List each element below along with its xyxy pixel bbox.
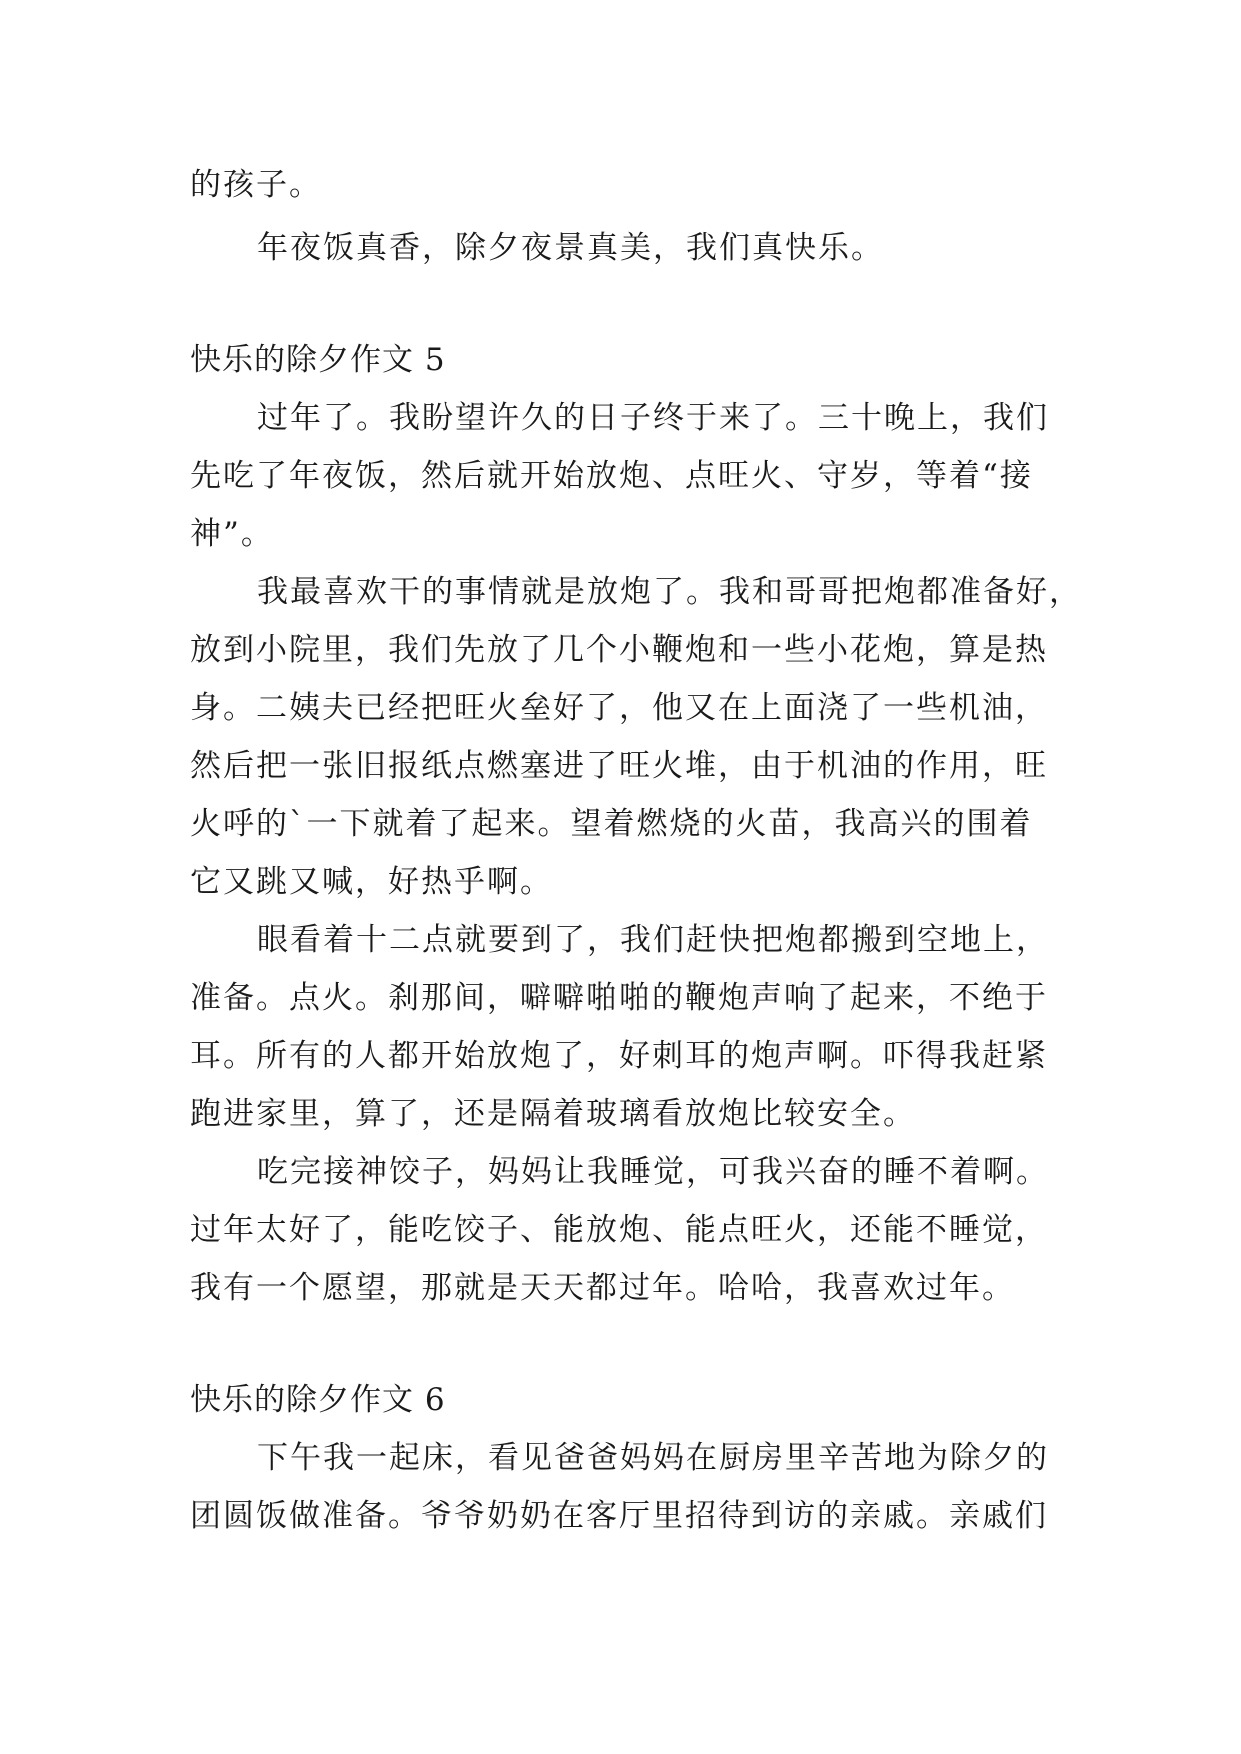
paragraph-line: 过年了。我盼望许久的日子终于来了。三十晚上，我们 — [257, 400, 1049, 436]
paragraph-line: 吃完接神饺子，妈妈让我睡觉，可我兴奋的睡不着啊。 — [257, 1154, 1049, 1190]
paragraph-line: 神”。 — [190, 516, 274, 552]
paragraph-line: 先吃了年夜饭，然后就开始放炮、点旺火、守岁，等着“接 — [190, 458, 1033, 494]
paragraph-line: 过年太好了，能吃饺子、能放炮、能点旺火，还能不睡觉， — [190, 1212, 1048, 1248]
paragraph-line: 下午我一起床，看见爸爸妈妈在厨房里辛苦地为除夕的 — [257, 1440, 1049, 1476]
paragraph-line: 它又跳又喊，好热乎啊。 — [190, 864, 553, 900]
paragraph-line: 身。二姨夫已经把旺火垒好了，他又在上面浇了一些机油， — [190, 690, 1048, 726]
paragraph-line: 耳。所有的人都开始放炮了，好刺耳的炮声啊。吓得我赶紧 — [190, 1038, 1048, 1074]
paragraph-line: 火呼的`一下就着了起来。望着燃烧的火苗，我高兴的围着 — [190, 806, 1033, 842]
paragraph-line: 放到小院里，我们先放了几个小鞭炮和一些小花炮，算是热 — [190, 632, 1048, 668]
paragraph-line: 跑进家里，算了，还是隔着玻璃看放炮比较安全。 — [190, 1096, 916, 1132]
paragraph-line: 准备。点火。刹那间，噼噼啪啪的鞭炮声响了起来，不绝于 — [190, 980, 1048, 1016]
paragraph-line: 的孩子。 — [190, 167, 322, 203]
paragraph-line: 团圆饭做准备。爷爷奶奶在客厅里招待到访的亲戚。亲戚们 — [190, 1498, 1048, 1534]
paragraph-line: 然后把一张旧报纸点燃塞进了旺火堆，由于机油的作用，旺 — [190, 748, 1048, 784]
paragraph-line: 我有一个愿望，那就是天天都过年。哈哈，我喜欢过年。 — [190, 1270, 1015, 1306]
paragraph-line: 眼看着十二点就要到了，我们赶快把炮都搬到空地上， — [257, 922, 1049, 958]
section-title: 快乐的除夕作文 5 — [190, 342, 446, 378]
paragraph-line: 我最喜欢干的事情就是放炮了。我和哥哥把炮都准备好， — [257, 574, 1082, 610]
section-title: 快乐的除夕作文 6 — [190, 1382, 446, 1418]
paragraph-line: 年夜饭真香，除夕夜景真美，我们真快乐。 — [257, 230, 884, 266]
